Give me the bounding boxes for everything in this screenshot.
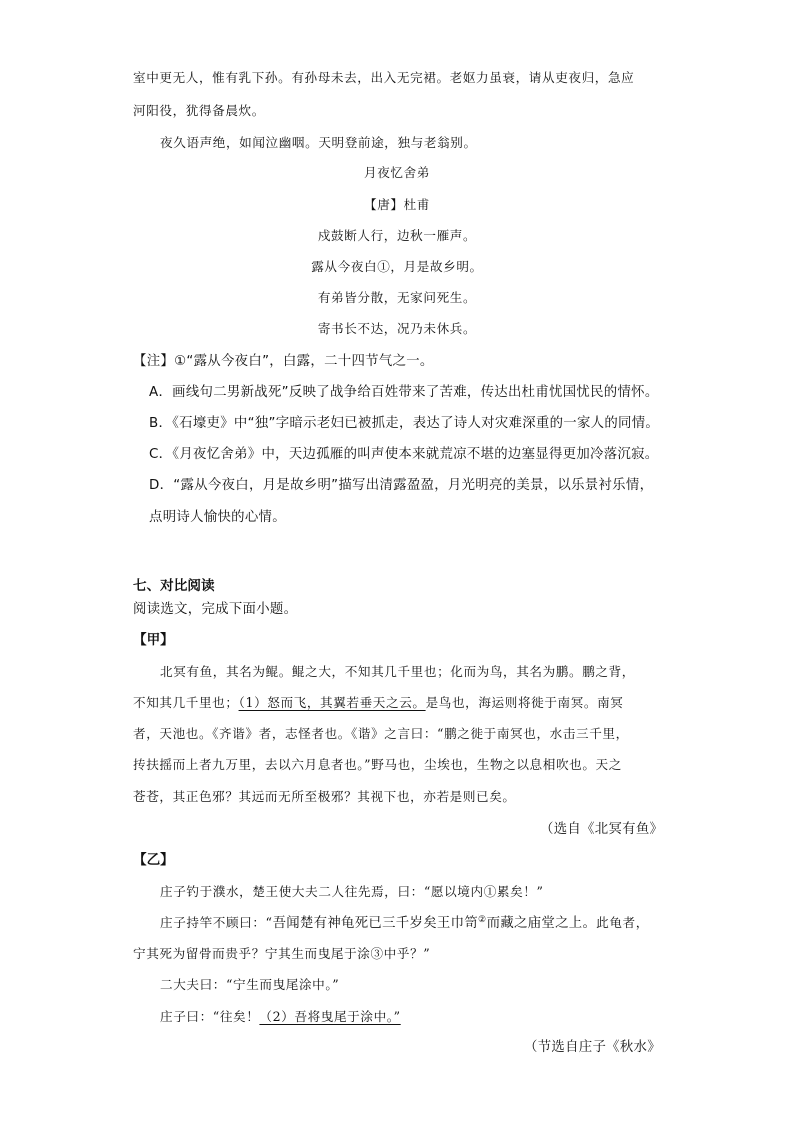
poem-line: 露从今夜白①，月是故乡明。 (311, 259, 483, 274)
poem-line: 寄书长不达，况乃未休兵。 (317, 321, 477, 336)
poem-title: 月夜忆舍弟 (364, 165, 430, 180)
option-d-continued: 点明诗人愉快的心情。 (149, 510, 286, 525)
passage-line: 二大夫曰：“宁生而曳尾涂中。” (160, 977, 340, 992)
option-d: D．“露从今夜白，月是故乡明”描写出清露盈盈，月光明亮的美景，以乐景衬乐情， (149, 478, 654, 493)
poem-line: 戍鼓断人行，边秋一雁声。 (317, 228, 477, 243)
poem-line: 室中更无人，惟有乳下孙。有孙母未去，出入无完裙。老妪力虽衰，请从吏夜归，急应 (133, 70, 635, 85)
option-b: B．《石壕吏》中“独”字暗示老妇已被抓走，表达了诗人对灾难深重的一家人的同情。 (149, 416, 660, 431)
passage-line: 庄子持竿不顾曰：“吾闻楚有神龟死已三千岁矣王巾笥②而藏之庙堂之上。此龟者， (160, 914, 649, 931)
poem-author: 【唐】杜甫 (364, 197, 430, 212)
option-a: A．画线句二男新战死”反映了战争给百姓带来了苦难，传达出杜甫忧国忧民的情怀。 (149, 385, 659, 400)
passage-line: 苍苍，其正色邪？其远而无所至极邪？其视下也，亦若是则已矣。 (133, 789, 516, 804)
passage-label-yi: 【乙】 (133, 852, 174, 868)
underlined-sentence-1: （1）怒而飞，其翼若垂天之云。 (238, 695, 426, 710)
option-c: C．《月夜忆舍弟》中，天边孤雁的叫声使本来就荒凉不堪的边塞显得更加冷落沉寂。 (149, 447, 659, 462)
passage-line: 宁其死为留骨而贵乎？宁其生而曳尾于涂③中乎？” (133, 946, 431, 961)
poem-line: 夜久语声绝，如闻泣幽咽。天明登前途，独与老翁别。 (160, 135, 477, 150)
passage-line: 北冥有鱼，其名为鲲。鲲之大，不知其几千里也；化而为鸟，其名为鹏。鹏之背， (160, 664, 635, 679)
footnote: 【注】①“露从今夜白”，白露，二十四节气之一。 (133, 354, 434, 369)
passage-label-jia: 【甲】 (133, 632, 174, 648)
section-heading: 七、对比阅读 (133, 578, 215, 594)
passage-line: 庄子曰：“往矣！（2）吾将曳尾于涂中。” (160, 1009, 401, 1024)
passage-source: （选自《北冥有鱼》 (540, 822, 664, 837)
underlined-sentence-2: （2）吾将曳尾于涂中。” (259, 1009, 401, 1024)
passage-source: （节选自庄子《秋水》 (524, 1040, 661, 1055)
passage-line: 者，天池也。《齐谐》者，志怪者也。《谐》之言曰：“鹏之徙于南冥也，水击三千里， (133, 726, 629, 741)
passage-line: 庄子钓于濮水，楚王使大夫二人往先焉，曰：“愿以境内①累矣！” (160, 884, 544, 899)
passage-line: 抟扶摇而上者九万里，去以六月息者也。”野马也，尘埃也，生物之以息相吹也。天之 (133, 757, 622, 772)
section-instruction: 阅读选文，完成下面小题。 (133, 602, 298, 617)
poem-line: 河阳役，犹得备晨炊。 (133, 103, 265, 118)
poem-line: 有弟皆分散，无家问死生。 (317, 290, 477, 305)
passage-line: 不知其几千里也；（1）怒而飞，其翼若垂天之云。是鸟也，海运则将徙于南冥。南冥 (133, 695, 624, 710)
